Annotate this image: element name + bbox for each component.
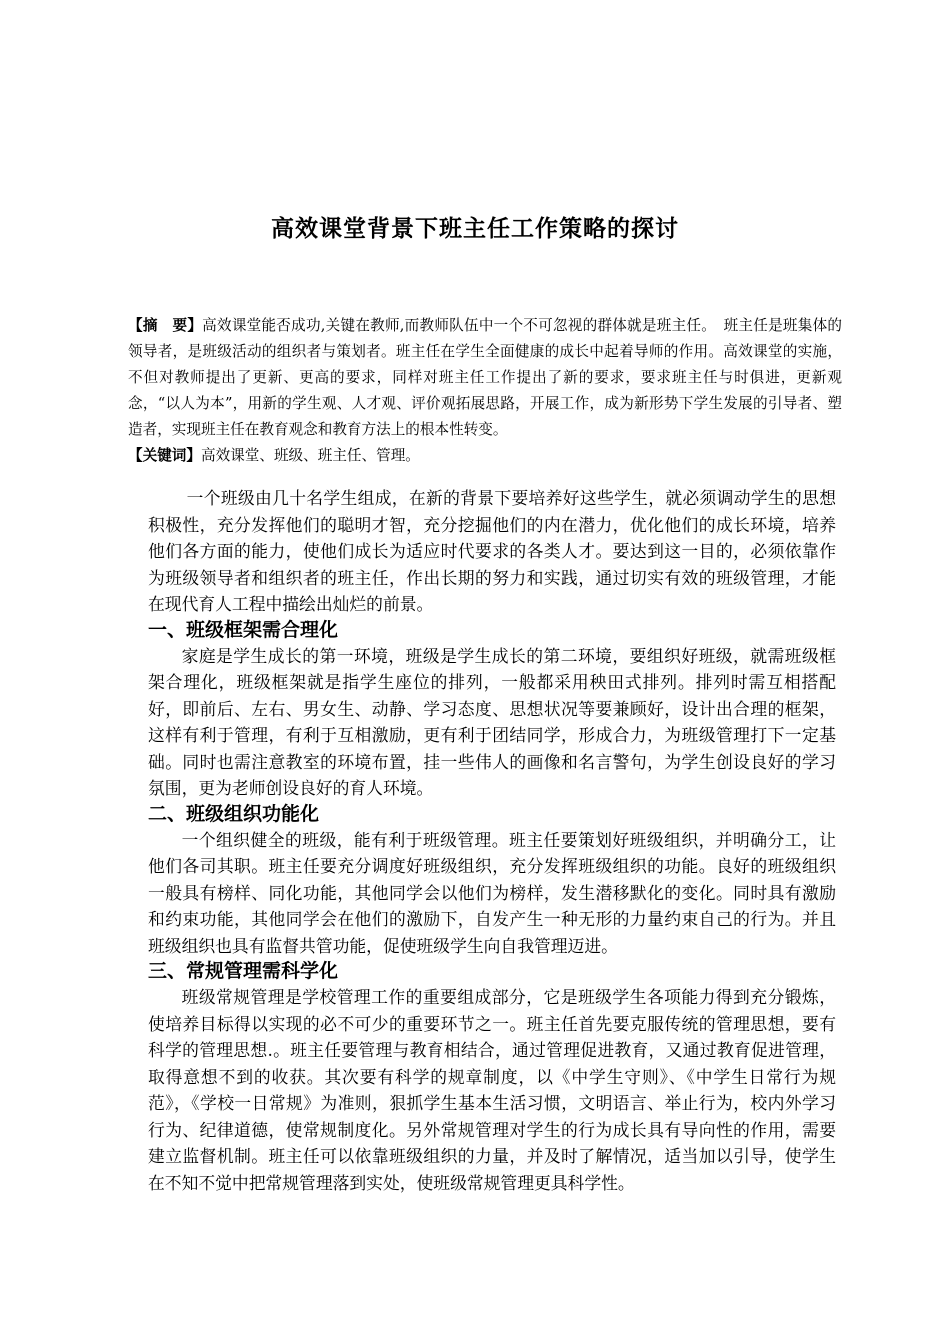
section-heading: 三、常规管理需科学化 (148, 960, 339, 982)
section-paragraph: 班级常规管理是学校管理工作的重要组成部分，它是班级学生各项能力得到充分锻炼，使培养目标得以实现的必不可少的重要环节之一。班主任首先要克服传统的管理思想，要有科学的管理思想.。班主任要管理与教育相结合，通过管理促进教育，又通过教育促进管理，取得意想不到的收获。其次要有科学的规章制度，以《中学生守则》、《中学生日常行为规范》，《学校一日常规》为准则，狠抓学生基本生活习惯，文明语言、举止行为，校内外学习行为、纪律道德，使常规制度化。另外常规管理对学生的行为成长具有导向性的作用，需要建立监督机制。班主任可以依靠班级组织的力量，并及时了解情况，适当加以引导，使学生在不知不觉中把常规管理落到实处，使班级常规管理更具科学性。 (148, 987, 836, 1193)
keywords-text: 高效课堂、班级、班主任、管理。 (200, 447, 420, 464)
abstract-paragraph (128, 313, 842, 443)
section-paragraph: 一个组织健全的班级，能有利于班级管理。班主任要策划好班级组织，并明确分工，让他们各司其职。班主任要充分调度好班级组织，充分发挥班级组织的功能。良好的班级组织一般具有榜样、同化功能，其他同学会以他们为榜样，发生潜移默化的变化。同时具有激励和约束功能，其他同学会在他们的激励下，自发产生一种无形的力量约束自己的行为。并且班级组织也具有监督共管功能，促使班级学生向自我管理迈进。 (148, 829, 836, 956)
intro-paragraph: 一个班级由几十名学生组成，在新的背景下要培养好这些学生，就必须调动学生的思想积极性，充分发挥他们的聪明才智，充分挖掘他们的内在潜力，优化他们的成长环境，培养他们各方面的能力，使他们成长为适应时代要求的各类人才。要达到这一目的，必须依靠作为班级领导者和组织者的班主任，作出长期的努力和实践，通过切实有效的班级管理，才能在现代育人工程中描绘出灿烂的前景。 (148, 488, 836, 614)
section-heading: 一、班级框架需合理化 (148, 618, 339, 641)
document-body (148, 485, 836, 1196)
keywords-label: 【关键词】 (128, 447, 201, 464)
keywords-paragraph (128, 443, 842, 469)
abstract-block (128, 313, 842, 469)
section-heading: 二、班级组织功能化 (148, 802, 320, 825)
document-title: 高效课堂背景下班主任工作策略的探讨 (271, 216, 679, 242)
abstract-label: 【摘 要】 (128, 317, 203, 334)
abstract-text: 高效课堂能否成功,关键在教师,而教师队伍中一个不可忽视的群体就是班主任。 班主任是班集体的领导者，是班级活动的组织者与策划者。班主任在学生全面健康的成长中起着导师的作用。高效课堂的实施，不但对教师提出了更新、更高的要求，同样对班主任工作提出了新的要求，要求班主任与时俱进，更新观念，“以人为本”，用新的学生观、人才观、评价观拓展思路，开展工作，成为新形势下学生发展的引导者、塑造者，实现班主任在教育观念和教育方法上的根本性转变。 (128, 317, 842, 438)
section-paragraph: 家庭是学生成长的第一环境，班级是学生成长的第二环境，要组织好班级，就需班级框架合理化，班级框架就是指学生座位的排列，一般都采用秧田式排列。排列时需互相搭配好，即前后、左右、男女生、动静、学习态度、思想状况等要兼顾好，设计出合理的框架，这样有利于管理，有利于互相激励，更有利于团结同学，形成合力，为班级管理打下一定基础。同时也需注意教室的环境布置，挂一些伟人的画像和名言警句，为学生创设良好的学习氛围，更为老师创设良好的育人环境。 (148, 645, 836, 798)
